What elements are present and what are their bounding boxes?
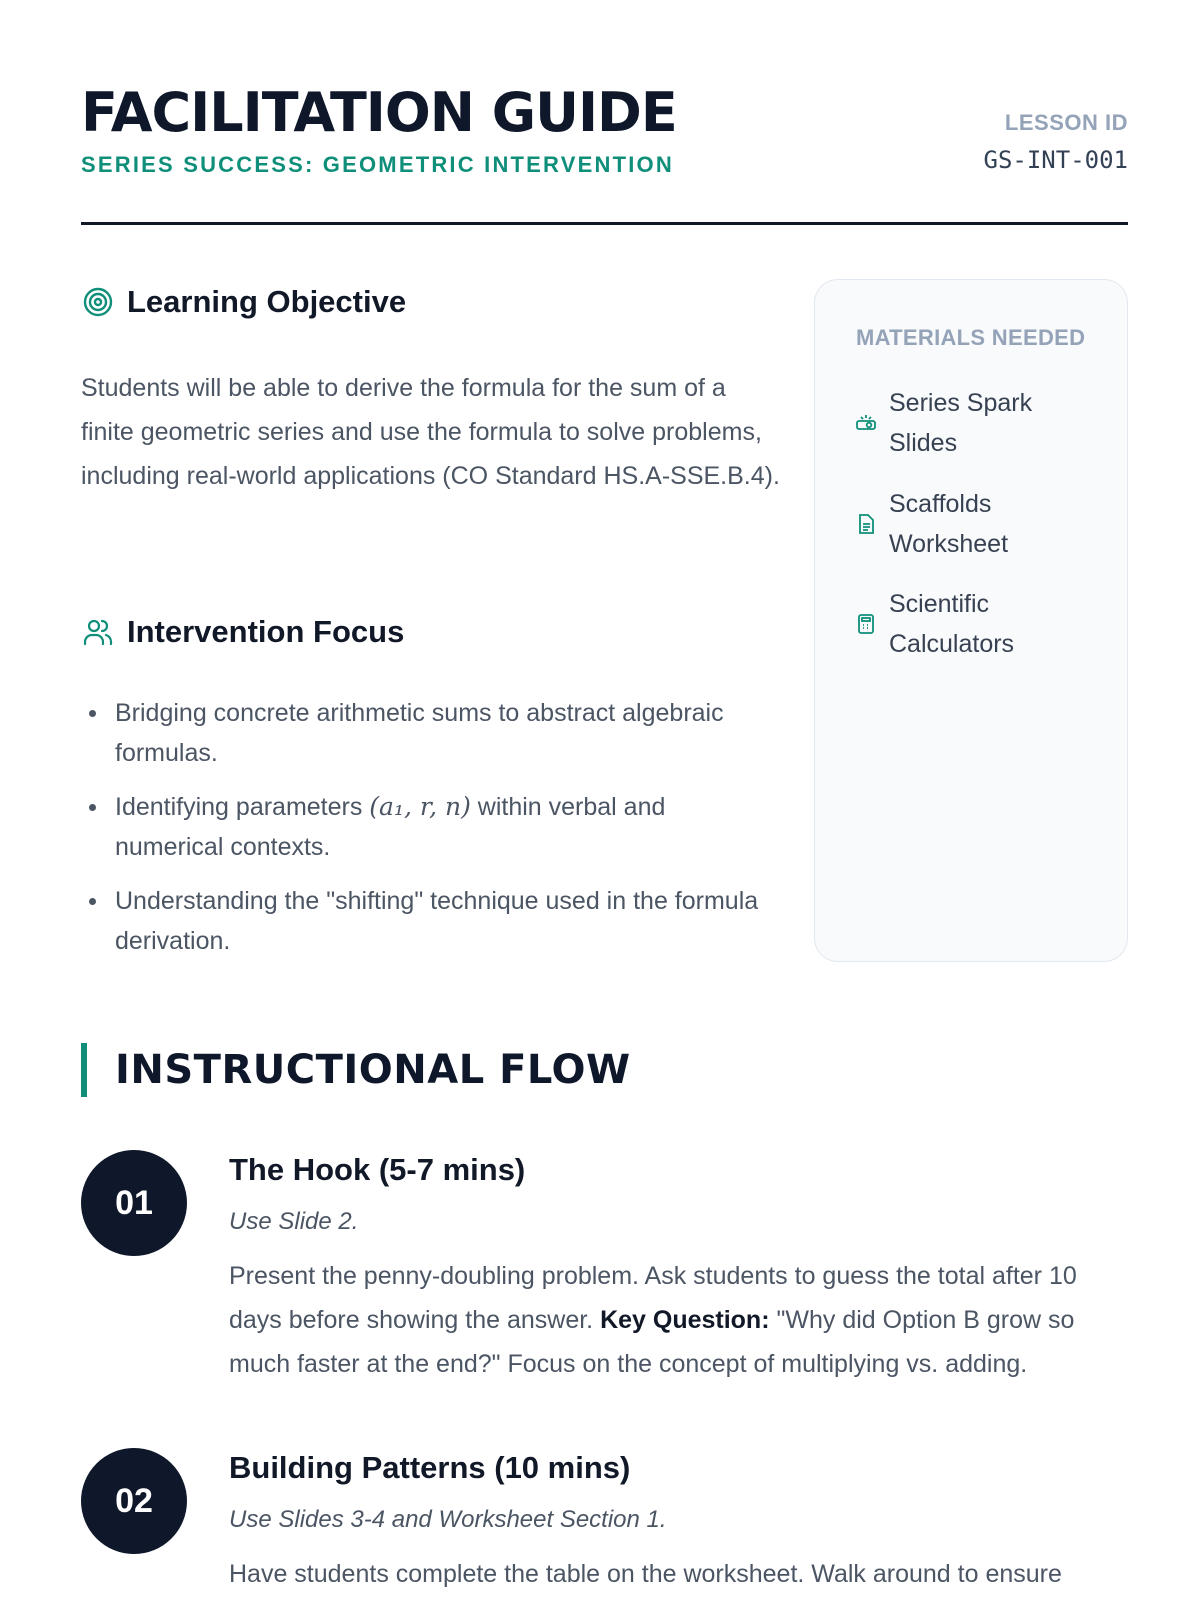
document-icon bbox=[855, 513, 877, 535]
intervention-focus-list bbox=[81, 693, 761, 975]
material-label: Scaffolds Worksheet bbox=[889, 490, 1009, 558]
step-note: Use Slides 3-4 and Worksheet Section 1. bbox=[229, 1506, 667, 1533]
material-item bbox=[855, 584, 1069, 664]
step-text-part: Present the penny-doubling problem. Ask students to guess the total after 10 days before showing the answer. bbox=[229, 1262, 1077, 1334]
list-item-text: Understanding the "shifting" technique used in the formula derivation. bbox=[115, 887, 759, 955]
calculator-icon bbox=[855, 613, 877, 635]
material-item bbox=[855, 484, 1069, 564]
step-number-badge: 01 bbox=[81, 1150, 187, 1256]
instructional-flow-heading bbox=[81, 1043, 631, 1097]
step-text bbox=[229, 1254, 1128, 1386]
instructional-flow-title: INSTRUCTIONAL FLOW bbox=[115, 1047, 631, 1093]
material-label: Series Spark Slides bbox=[889, 389, 1033, 457]
step-text: Have students complete the table on the worksheet. Walk around to ensure bbox=[229, 1560, 1062, 1588]
key-question-label: Key Question: bbox=[600, 1306, 770, 1334]
list-item bbox=[81, 787, 761, 867]
target-icon bbox=[81, 285, 115, 319]
list-item-text: Bridging concrete arithmetic sums to abstract algebraic formulas. bbox=[115, 699, 724, 767]
step-text-part: "Why did Option B grow so much faster at the end?" Focus on the concept of multiplying vs. adding. bbox=[229, 1306, 1075, 1378]
users-icon bbox=[81, 615, 115, 649]
list-item bbox=[81, 881, 761, 961]
learning-objective-text: Students will be able to derive the formula for the sum of a finite geometric series and use the formula to solve problems, including real-world applications (CO Standard HS.A-SSE.B.4). bbox=[81, 374, 780, 490]
document-header bbox=[81, 80, 1128, 225]
lesson-id-label: LESSON ID bbox=[1004, 110, 1128, 135]
material-label: Scientific Calculators bbox=[889, 590, 1015, 658]
list-item-text: within verbal and numerical contexts. bbox=[115, 793, 666, 861]
facilitation-guide-page bbox=[81, 0, 1128, 1600]
list-item-text: Identifying parameters bbox=[115, 793, 370, 821]
step-title: The Hook (5-7 mins) bbox=[229, 1152, 526, 1187]
step-body bbox=[229, 1150, 1128, 1386]
lesson-id-value: GS-INT-001 bbox=[983, 146, 1128, 174]
step-title: Building Patterns (10 mins) bbox=[229, 1450, 631, 1485]
parameters-math: (a₁, r, n) bbox=[369, 792, 471, 821]
step-number-badge: 02 bbox=[81, 1448, 187, 1554]
learning-objective-heading bbox=[81, 284, 406, 320]
step-note: Use Slide 2. bbox=[229, 1208, 359, 1235]
list-item bbox=[81, 693, 761, 773]
document-subtitle: SERIES SUCCESS: GEOMETRIC INTERVENTION bbox=[81, 152, 674, 177]
materials-title: MATERIALS NEEDED bbox=[856, 325, 1086, 350]
intervention-focus-heading bbox=[81, 614, 404, 650]
projector-icon bbox=[855, 412, 877, 434]
material-item bbox=[855, 383, 1069, 463]
document-title: FACILITATION GUIDE bbox=[81, 81, 677, 144]
learning-objective-title: Learning Objective bbox=[127, 284, 407, 319]
step-body bbox=[229, 1448, 1128, 1596]
intervention-focus-title: Intervention Focus bbox=[127, 614, 405, 649]
